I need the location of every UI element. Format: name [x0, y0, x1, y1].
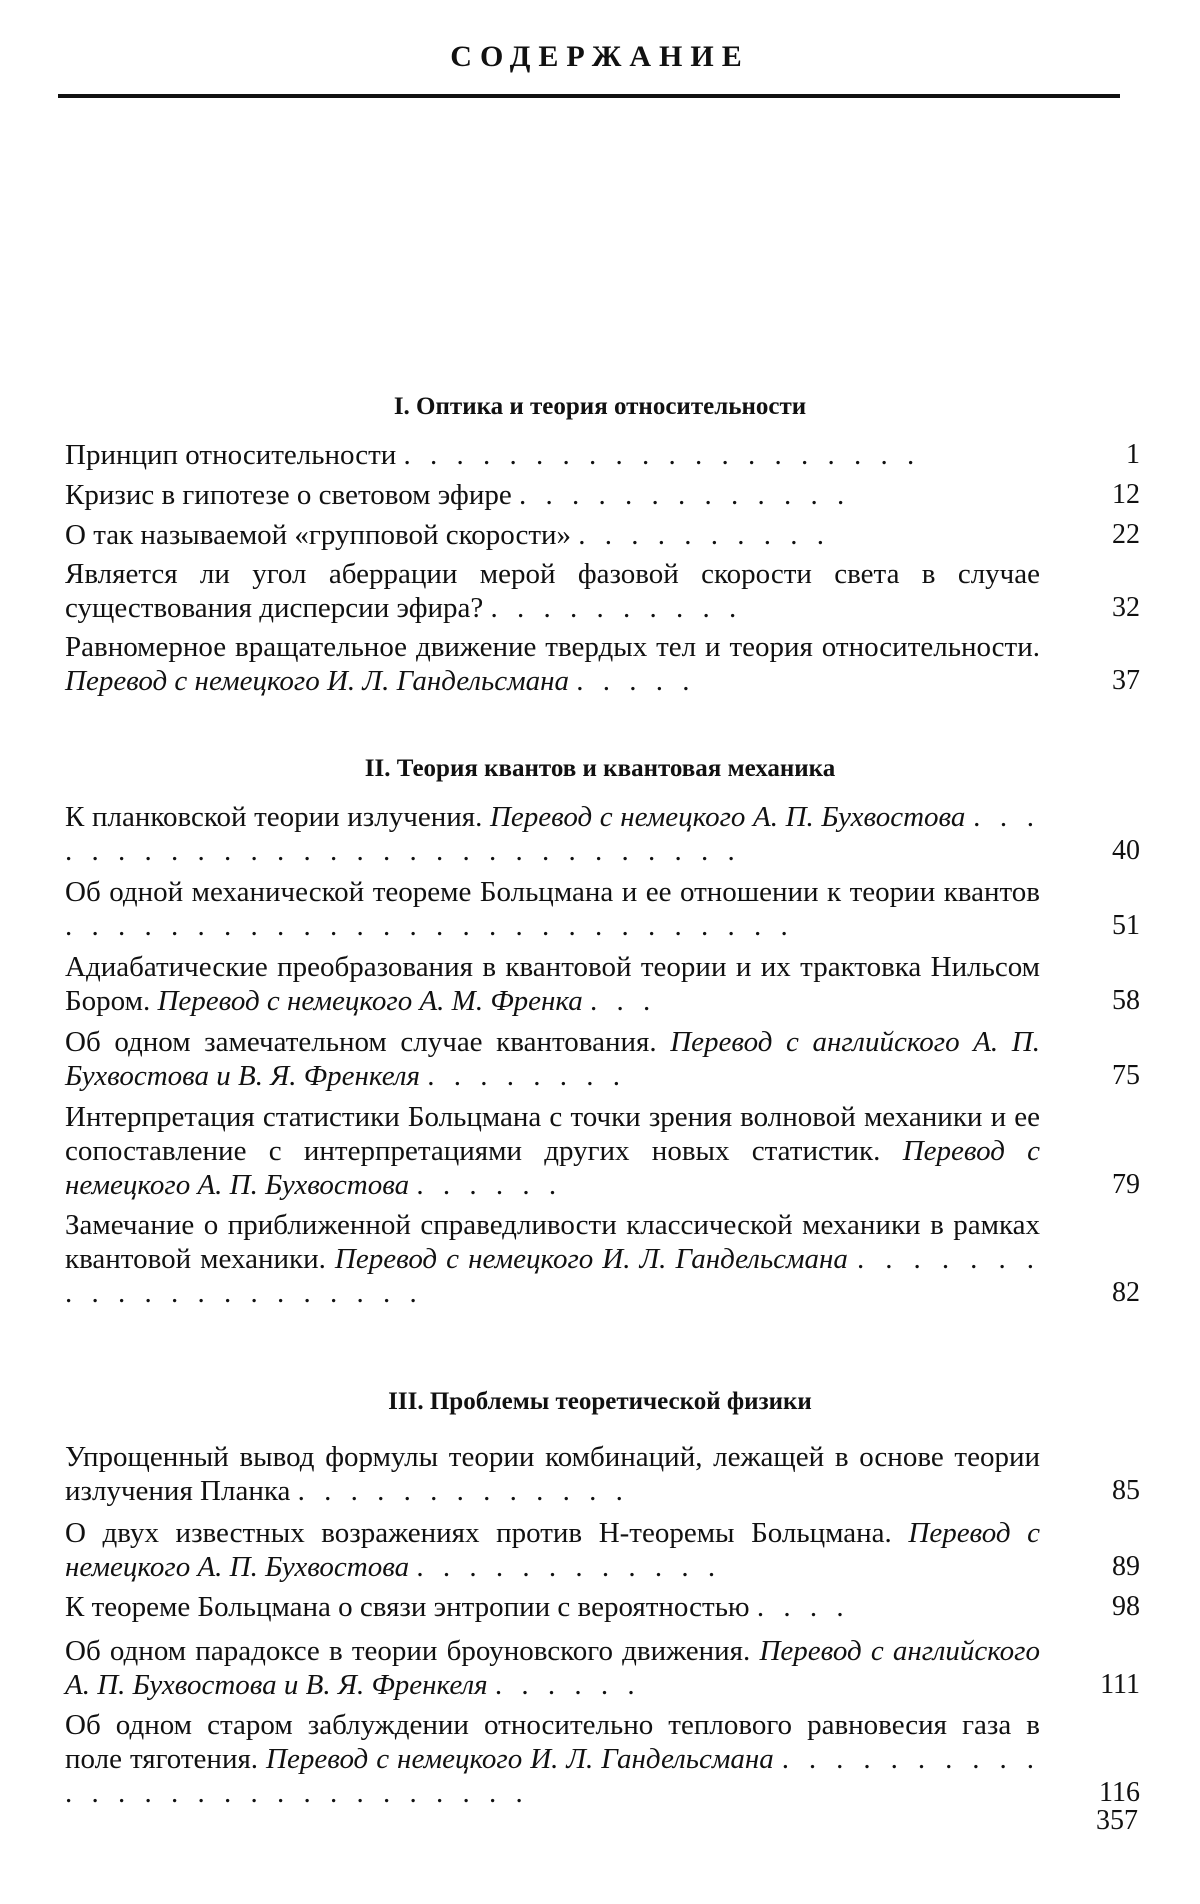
toc-entry[interactable] — [65, 557, 1140, 625]
entry-page-number: 79 — [1112, 1169, 1140, 1200]
entry-leader: . . . . . . . . . . . . — [416, 1551, 722, 1583]
entry-page-number: 98 — [1112, 1591, 1140, 1622]
entry-leader: . . . . . . . . — [427, 1060, 626, 1092]
entry-title: К планковской теории излучения. — [65, 801, 483, 833]
entry-translator: Перевод с немецкого А. П. Бухвостова — [489, 801, 966, 833]
entry-translator: Перевод с немецкого А. П. Бухвостова — [65, 1135, 1041, 1201]
entry-leader: . . . . . . . . . . . . . . . . . . . . — [403, 439, 921, 471]
entry-page-number: 32 — [1112, 592, 1140, 623]
entry-translator: Перевод с немецкого И. Л. Гандельсмана — [334, 1243, 848, 1275]
entry-title: Интерпретация статистики Больцмана с точки зрения волновой механики и ее сопоставление с интерпретациями других новых статистик. — [65, 1101, 1040, 1167]
toc-entry[interactable] — [65, 950, 1140, 1018]
page-title: СОДЕРЖАНИЕ — [450, 40, 750, 73]
entry-page-number: 37 — [1112, 665, 1140, 696]
entry-title: Об одной механической теореме Больцмана и ее отношении к теории квантов — [65, 876, 1040, 908]
entry-page-number: 89 — [1112, 1551, 1140, 1582]
entry-page-number: 40 — [1112, 835, 1140, 866]
toc-entry[interactable] — [65, 1440, 1140, 1508]
toc-entry[interactable] — [65, 875, 1140, 943]
entry-translator: Перевод с немецкого А. П. Бухвостова — [65, 1517, 1041, 1583]
entry-title: Принцип относительности — [65, 439, 397, 471]
entry-page-number: 111 — [1100, 1669, 1140, 1700]
toc-entry[interactable] — [65, 630, 1140, 698]
title-rule — [58, 94, 1120, 98]
toc-entry[interactable] — [65, 1634, 1140, 1702]
toc-entry[interactable] — [65, 518, 1140, 552]
entry-page-number: 85 — [1112, 1475, 1140, 1506]
entry-title: Равномерное вращательное движение твердых тел и теория относительности. — [65, 631, 1040, 663]
entry-title: Адиабатические преобразования в квантовой теории и их трактовка Нильсом Бором. — [65, 951, 1040, 1017]
entry-leader: . . . . . . . . . . . . . . . . . . . . . . . . . . . . . — [65, 801, 1041, 867]
entry-title: Об одном старом заблуждении относительно теплового равновесия газа в поле тяготения. — [65, 1709, 1040, 1775]
entry-title: О так называемой «групповой скорости» — [65, 519, 572, 551]
entry-leader: . . . — [590, 985, 657, 1017]
entry-leader: . . . . . . . . . . . . . — [519, 479, 851, 511]
entry-title: Упрощенный вывод формулы теории комбинаций, лежащей в основе теории излучения Планка — [65, 1441, 1040, 1507]
entry-leader: . . . . . — [576, 665, 696, 697]
entry-page-number: 116 — [1099, 1777, 1140, 1808]
entry-translator: Перевод с немецкого А. М. Френка — [157, 985, 583, 1017]
entry-title: Об одном парадоксе в теории броуновского движения. — [65, 1635, 751, 1667]
entry-translator: Перевод с английского А. П. Бухвостова и В. Я. Френкеля — [65, 1635, 1040, 1701]
entry-title: Кризис в гипотезе о световом эфире — [65, 479, 512, 511]
toc-entry[interactable] — [65, 1208, 1140, 1310]
toc-entry[interactable] — [65, 478, 1140, 512]
entry-leader: . . . . . . — [494, 1669, 641, 1701]
entry-page-number: 1 — [1126, 439, 1140, 470]
entry-title: Об одном замечательном случае квантования. — [65, 1026, 657, 1058]
entry-page-number: 22 — [1112, 519, 1140, 550]
entry-leader: . . . . . . . . . . — [578, 519, 831, 551]
entry-leader: . . . . . . . . . . . . . . . . . . . . . — [65, 1243, 1040, 1309]
entry-page-number: 12 — [1112, 479, 1140, 510]
entry-leader: . . . . . . . . . . — [490, 592, 743, 624]
section-heading-1: I. Оптика и теория относительности — [393, 393, 807, 420]
entry-leader: . . . . . . . . . . . . . — [297, 1475, 629, 1507]
toc-entry[interactable] — [65, 800, 1140, 868]
toc-entry[interactable] — [65, 438, 1140, 472]
entry-leader: . . . . . . . . . . . . . . . . . . . . . . . . . . . . — [65, 1743, 1041, 1809]
section-heading-3: III. Проблемы теоретической физики — [388, 1388, 812, 1415]
entry-title: О двух известных возражениях против Н-теоремы Больцмана. — [65, 1517, 892, 1549]
entry-title: Является ли угол аберрации мерой фазовой скорости света в случае существования дисперсии эфира? — [65, 558, 1040, 624]
section-heading-2: II. Теория квантов и квантовая механика — [364, 755, 836, 782]
toc-entry[interactable] — [65, 1590, 1140, 1624]
entry-leader: . . . . — [756, 1591, 850, 1623]
toc-entry[interactable] — [65, 1025, 1140, 1093]
entry-translator: Перевод с немецкого И. Л. Гандельсмана — [266, 1743, 774, 1775]
entry-translator: Перевод с немецкого И. Л. Гандельсмана — [65, 665, 570, 697]
toc-entry[interactable] — [65, 1100, 1140, 1202]
toc-entry[interactable] — [65, 1516, 1140, 1584]
entry-title: Замечание о приближенной справедливости классической механики в рамках квантовой механики. — [65, 1209, 1040, 1275]
toc-entry[interactable] — [65, 1708, 1140, 1810]
entry-page-number: 75 — [1112, 1060, 1140, 1091]
entry-leader: . . . . . . — [416, 1169, 563, 1201]
entry-page-number: 82 — [1112, 1277, 1140, 1308]
entry-page-number: 58 — [1112, 985, 1140, 1016]
entry-leader: . . . . . . . . . . . . . . . . . . . . . . . . . . . . — [65, 910, 794, 942]
page-folio-number: 357 — [1096, 1805, 1138, 1836]
entry-title: К теореме Больцмана о связи энтропии с вероятностью — [65, 1591, 750, 1623]
entry-page-number: 51 — [1112, 910, 1140, 941]
entry-translator: Перевод с английского А. П. Бухвостова и В. Я. Френкеля — [65, 1026, 1040, 1092]
